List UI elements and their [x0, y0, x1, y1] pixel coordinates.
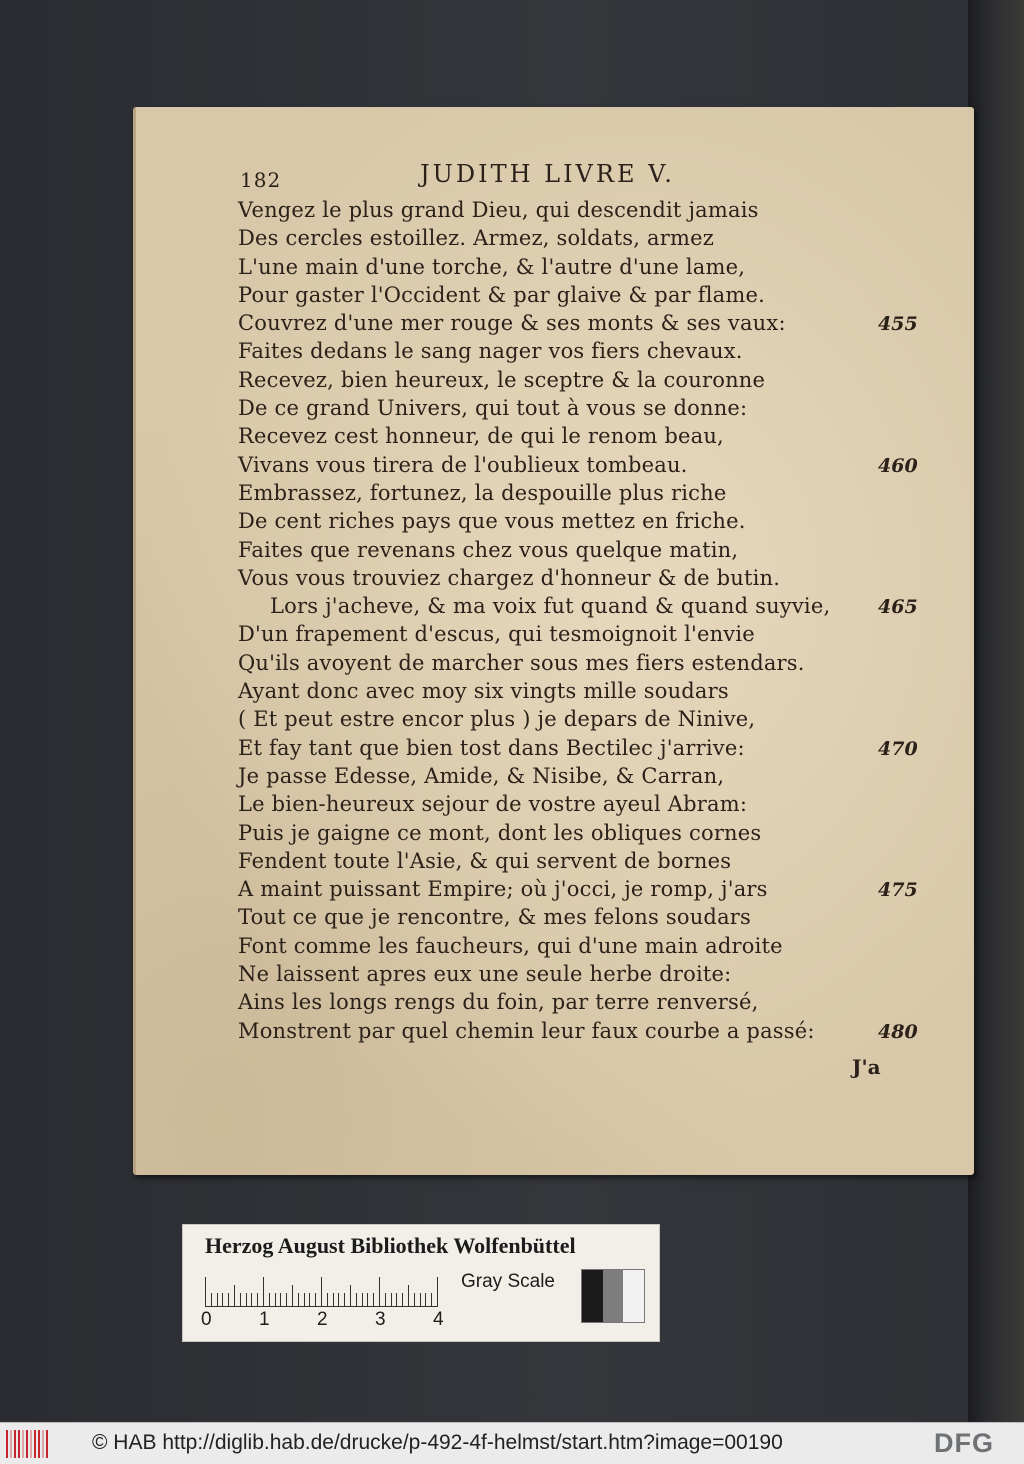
line-number: 460 [878, 454, 918, 477]
verse-line: Ains les longs rengs du foin, par terre renversé, [238, 990, 759, 1015]
ruler-number: 1 [259, 1309, 270, 1330]
ruler-number: 0 [201, 1309, 212, 1330]
verse-line: D'un frapement d'escus, qui tesmoignoit l'envie [238, 622, 755, 647]
verse-line: Fendent toute l'Asie, & qui servent de bornes [238, 848, 732, 873]
verse-line: Vengez le plus grand Dieu, qui descendit jamais [238, 198, 759, 222]
hab-logo-icon [6, 1430, 50, 1458]
verse-line: Couvrez d'une mer rouge & ses monts & ses vaux: [238, 311, 786, 336]
gray-scale-swatches [581, 1269, 645, 1323]
verse-line: Font comme les faucheurs, qui d'une main adroite [238, 933, 783, 958]
library-name: Herzog August Bibliothek Wolfenbüttel [205, 1233, 576, 1258]
verse-line: Ne laissent apres eux une seule herbe droite: [238, 962, 732, 987]
footer-bar [0, 1422, 1024, 1464]
verse-line: L'une main d'une torche, & l'autre d'une lame, [238, 254, 746, 279]
measurement-ruler [205, 1273, 437, 1307]
verse-line: A maint puissant Empire; où j'occi, je romp, j'ars [238, 877, 768, 902]
verse-line: Faites que revenans chez vous quelque matin, [238, 537, 739, 562]
verse-line: Monstrent par quel chemin leur faux courbe a passé: [238, 1018, 815, 1043]
ruler-number: 2 [317, 1309, 328, 1330]
ruler-number: 3 [375, 1309, 386, 1330]
line-number: 470 [878, 737, 918, 760]
ruler-number: 4 [433, 1309, 444, 1330]
line-number: 480 [878, 1020, 918, 1043]
dfg-logo: DFG [934, 1428, 994, 1458]
gray-swatch [623, 1270, 644, 1322]
verse-line: ( Et peut estre encor plus ) je depars de Ninive, [238, 707, 756, 732]
verse-line: Faites dedans le sang nager vos fiers chevaux. [238, 339, 743, 364]
catchword: J'a [852, 1055, 881, 1079]
verse-line: Puis je gaigne ce mont, dont les obliques cornes [238, 820, 762, 845]
verse-line: Embrassez, fortunez, la despouille plus riche [238, 480, 727, 505]
verse-line: Pour gaster l'Occident & par glaive & par flame. [238, 282, 766, 307]
gray-swatch [582, 1270, 603, 1322]
verse-line: Vivans vous tirera de l'oublieux tombeau. [238, 452, 688, 477]
verse-line: Recevez cest honneur, de qui le renom beau, [238, 424, 724, 449]
copyright-link[interactable]: © HAB http://diglib.hab.de/drucke/p-492-4f-helmst/start.htm?image=00190 [92, 1431, 783, 1454]
verse-line: De cent riches pays que vous mettez en friche. [238, 509, 746, 534]
verse-line: Des cercles estoillez. Armez, soldats, armez [238, 226, 714, 251]
page-number: 182 [240, 168, 282, 192]
running-title: JUDITH LIVRE V. [420, 160, 675, 188]
line-number: 465 [878, 596, 918, 619]
line-number: 455 [878, 313, 918, 336]
verse-line: Et fay tant que bien tost dans Bectilec j'arrive: [238, 735, 745, 760]
color-scale-card [182, 1224, 660, 1342]
verse-line: Ayant donc avec moy six vingts mille soudars [238, 679, 729, 704]
verse-line: Qu'ils avoyent de marcher sous mes fiers estendars. [238, 650, 805, 675]
verse-line: Vous vous trouviez chargez d'honneur & de butin. [238, 565, 781, 590]
gray-swatch [603, 1270, 624, 1322]
gray-scale-label: Gray Scale [461, 1271, 555, 1292]
verse-line: Lors j'acheve, & ma voix fut quand & quand suyvie, [270, 594, 831, 619]
verse-line: Le bien-heureux sejour de vostre ayeul Abram: [238, 792, 748, 817]
verse-line: Je passe Edesse, Amide, & Nisibe, & Carran, [238, 763, 725, 788]
verse-line: Tout ce que je rencontre, & mes felons soudars [238, 905, 752, 930]
verse-block [238, 196, 831, 1045]
verse-line: De ce grand Univers, qui tout à vous se donne: [238, 396, 748, 421]
line-number: 475 [878, 879, 918, 902]
book-spine [968, 0, 1024, 1422]
page-header [240, 160, 800, 194]
ruler-numbers [201, 1309, 451, 1333]
verse-line: Recevez, bien heureux, le sceptre & la couronne [238, 367, 766, 392]
